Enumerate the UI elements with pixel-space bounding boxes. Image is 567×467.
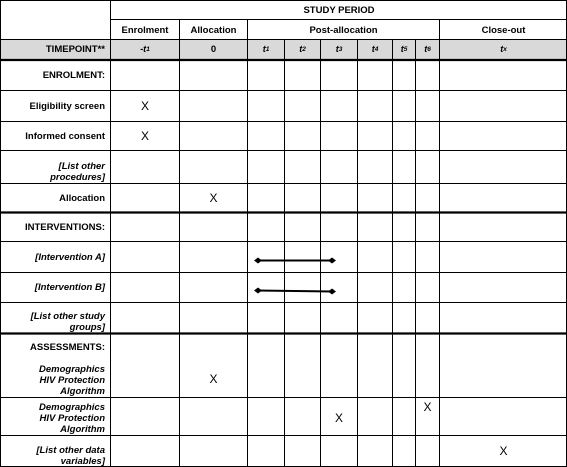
timepoint-allocation: 0 — [210, 44, 217, 55]
section-assessments: ASSESSMENTS: — [30, 342, 105, 353]
section-enrolment: ENROLMENT: — [42, 70, 105, 81]
enrolment-period-header: Enrolment — [121, 24, 169, 36]
mark-eligibility-enrolment: X — [140, 98, 149, 113]
row-intervention-a: [Intervention A] — [35, 251, 105, 263]
intervention-b-bar — [254, 288, 336, 295]
row-allocation: Allocation — [59, 192, 105, 204]
timepoint-t1: t 1 — [262, 44, 270, 54]
timepoint-t3: t 3 — [335, 44, 343, 54]
timepoint-enrolment: -t 1 — [140, 44, 150, 54]
mark-other-data-close-out: X — [499, 444, 508, 458]
row-other-procedures: [List other procedures] — [50, 161, 105, 183]
allocation-period-header: Allocation — [190, 24, 237, 36]
timepoint-close-out: t x — [500, 44, 507, 54]
timepoint-t6: t 6 — [424, 44, 431, 54]
timepoint-label: TIMEPOINT** — [45, 44, 105, 55]
timepoint-t5: t 5 — [400, 44, 408, 54]
timepoint-t2: t 2 — [299, 44, 306, 54]
row-demographics-1: Demographics HIV Protection Algorithm — [39, 364, 105, 397]
mark-consent-enrolment: X — [140, 128, 149, 143]
row-intervention-b: [Intervention B] — [34, 282, 105, 293]
row-eligibility-screen: Eligibility screen — [29, 100, 105, 112]
row-other-data-variables: [List other data variables] — [36, 445, 105, 467]
mark-demographics-1-allocation: X — [209, 371, 218, 386]
row-informed-consent: Informed consent — [25, 130, 105, 142]
study-period-header: STUDY PERIOD — [303, 4, 375, 16]
timepoint-t4: t 4 — [371, 44, 379, 54]
intervention-a-bar — [254, 258, 336, 264]
close-out-period-header: Close-out — [481, 24, 526, 36]
row-other-study-groups: [List other study groups] — [30, 311, 105, 333]
mark-allocation: X — [209, 190, 218, 205]
post-allocation-period-header: Post-allocation — [309, 24, 378, 36]
section-interventions: INTERVENTIONS: — [24, 222, 105, 233]
mark-demographics-2-t3: X — [334, 410, 343, 425]
mark-demographics-2-t6: X — [423, 399, 432, 414]
row-demographics-2: Demographics HIV Protection Algorithm — [39, 402, 105, 435]
